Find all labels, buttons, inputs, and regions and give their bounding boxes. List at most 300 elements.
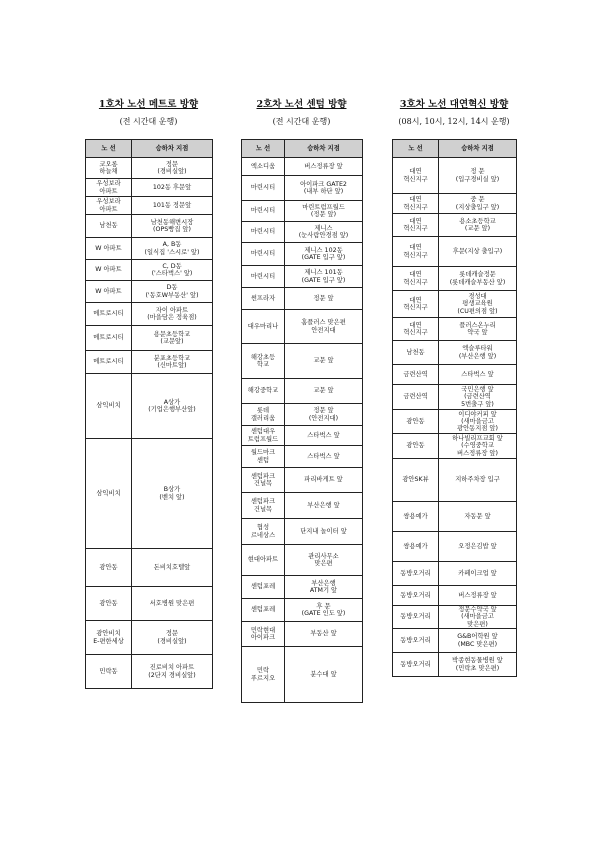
stop-cell — [439, 606, 517, 629]
route-cell-line: 우성보라 — [96, 180, 121, 188]
route-cell — [86, 374, 132, 439]
stop-cell — [439, 318, 517, 341]
route-cell-line: 센텀대우 — [250, 428, 276, 436]
stop-cell — [132, 374, 213, 439]
stop-cell-line: 아이파크 GATE2 — [300, 180, 347, 188]
table-row — [242, 576, 363, 599]
stop-cell-line: 제니스 102동 — [304, 246, 343, 254]
route-cell — [393, 237, 439, 267]
route-cell-line: 광안동 — [406, 417, 425, 425]
stop-cell — [132, 215, 213, 238]
stop-cell — [285, 647, 363, 703]
stop-cell — [285, 446, 363, 468]
route-cell — [86, 238, 132, 260]
table-row — [393, 629, 517, 653]
stop-cell-line: 스타벅스 앞 — [307, 452, 340, 460]
stop-cell — [439, 586, 517, 606]
stop-cell-line: 부동산 앞 — [310, 630, 337, 638]
route-cell-line: W 아파트 — [95, 244, 122, 252]
stop-cell-line: (GATE 인도 앞) — [301, 610, 346, 617]
route-cell — [242, 379, 285, 404]
table-row — [86, 351, 213, 374]
stop-cell-line: 약국 앞 — [467, 329, 488, 336]
route-cell — [86, 655, 132, 689]
table-row — [86, 158, 213, 179]
stop-cell-line: (내부 하단 앞) — [303, 188, 344, 195]
route-cell — [393, 410, 439, 434]
stop-cell-line: 남천동해변시장 — [150, 218, 194, 226]
stop-cell-line: 중 문 — [470, 196, 485, 204]
route-cell-line: 썬프라자 — [250, 294, 276, 302]
table-row — [242, 404, 363, 426]
stop-cell-line: 정 문 — [470, 168, 485, 176]
route-cell — [86, 351, 132, 374]
stop-cell-line: 교문 앞 — [313, 357, 334, 365]
stop-cell — [285, 493, 363, 519]
stop-cell-line: D동 — [166, 284, 178, 292]
stop-cell-line: 맞은편 — [314, 560, 333, 567]
column-title: 3호차 노선 대연혁신 방향 — [399, 99, 509, 110]
route-cell-line: 마린시티 — [250, 250, 276, 258]
stop-cell-line: 정문 앞 — [313, 407, 334, 415]
route-cell — [86, 281, 132, 303]
stop-cell-line: G&B어학원 앞 — [457, 633, 498, 641]
header-stop: 승하차 지점 — [285, 140, 363, 158]
table-row — [242, 243, 363, 266]
column-title: 2호차 노선 센텀 방향 — [256, 99, 347, 110]
route-cell — [393, 502, 439, 532]
route-cell — [86, 549, 132, 587]
table-row — [242, 622, 363, 647]
route-cell — [86, 326, 132, 351]
stop-cell — [132, 179, 213, 197]
route-cell — [242, 222, 285, 243]
route-cell-line: 센텀 — [256, 456, 270, 464]
stop-cell-line: (2단지 경비실앞) — [148, 671, 196, 679]
route-cell — [242, 576, 285, 599]
stop-cell-line: 제니스 101동 — [304, 269, 343, 277]
stop-cell — [285, 379, 363, 404]
header-stop: 승하차 지점 — [439, 140, 517, 158]
stop-cell — [285, 545, 363, 576]
column-bus-1 — [85, 96, 212, 689]
route-cell-line: 해강중학교 — [247, 387, 279, 395]
route-cell-line: W 아파트 — [95, 287, 122, 295]
stop-cell-line: (경비실앞) — [157, 168, 187, 175]
route-cell-line: 센텀포레 — [250, 606, 276, 614]
table-row — [86, 374, 213, 439]
table-row — [393, 410, 517, 434]
stop-cell-line: 카페이크업 앞 — [458, 569, 497, 577]
stop-cell — [285, 288, 363, 310]
route-cell — [393, 267, 439, 291]
stop-cell-line: 진로비치 아파트 — [149, 664, 195, 672]
route-cell-line: 메트로시티 — [93, 310, 124, 318]
route-cell-line: 엑소디움 — [250, 162, 276, 170]
stop-cell-line: 정문 — [165, 630, 179, 638]
column-subtitle: (전 시간대 운행) — [119, 117, 178, 126]
stop-cell-line: ('스타벅스' 앞) — [151, 270, 193, 277]
stop-cell-line: 하나빌리프교회 앞 — [452, 435, 503, 443]
stop-cell-line: (GATE 입구 앞) — [301, 276, 346, 284]
table-row — [86, 549, 213, 587]
route-cell-line: 마린시티 — [250, 184, 276, 192]
route-cell — [393, 459, 439, 502]
table-row — [393, 365, 517, 385]
stop-cell-line: (MBC 맞은편) — [457, 640, 498, 648]
table-row — [242, 266, 363, 288]
route-cell-line: 대연 — [409, 217, 422, 225]
route-cell-line: 민락현대 — [250, 626, 276, 634]
stop-cell-line: (CU편의점 앞) — [457, 307, 498, 315]
route-cell-line: 혁신지구 — [403, 203, 428, 211]
stop-cell-line: 박종현동물병원 앞 — [452, 657, 503, 665]
stop-cell-line: (지상출입구 앞) — [455, 203, 500, 211]
stop-cell — [285, 426, 363, 446]
stop-cell-line: 이디야커피 앞 — [458, 410, 497, 418]
stop-cell-line: 5번출구 앞) — [461, 400, 494, 408]
route-cell — [242, 599, 285, 622]
table-row — [393, 459, 517, 502]
stop-cell — [285, 599, 363, 622]
column-title: 1호차 노선 메트로 방향 — [98, 99, 199, 110]
table-row — [86, 621, 213, 655]
stop-cell-line: B상가 — [163, 486, 181, 494]
route-cell — [242, 468, 285, 493]
route-cell — [86, 158, 132, 179]
stop-cell-line: 분수대 앞 — [310, 670, 337, 678]
route-cell-line: 아파트 — [99, 205, 118, 213]
table-row — [242, 288, 363, 310]
stop-cell-line: (부산은행 앞) — [458, 352, 497, 360]
route-cell — [242, 647, 285, 703]
stop-cell-line: ATM기 앞 — [309, 587, 338, 594]
table-row — [242, 379, 363, 404]
route-cell-line: 학교 — [256, 361, 270, 368]
route-cell-line: 메트로시티 — [93, 334, 124, 342]
table-row — [242, 310, 363, 344]
stop-cell — [132, 260, 213, 281]
route-cell-line: 월드마크 — [250, 449, 276, 457]
table-row — [393, 267, 517, 291]
stop-cell-line: 제니스 — [314, 224, 333, 232]
stop-cell-line: 정문 — [165, 160, 179, 168]
table-row — [242, 468, 363, 493]
stop-cell — [439, 158, 517, 194]
stop-cell-line: (OPS빵집 앞) — [153, 226, 191, 233]
table-row — [86, 215, 213, 238]
route-cell-line: 메트로시티 — [93, 358, 124, 366]
table-row — [242, 519, 363, 545]
stop-cell-line: 평생교육원 — [462, 300, 493, 308]
route-cell — [242, 545, 285, 576]
stop-cell-line: 관리사무소 — [308, 552, 339, 560]
route-cell-line: 센텀파크 — [250, 498, 276, 506]
route-cell-line: 광안동 — [99, 563, 118, 571]
stop-cell-line: 정문 앞 — [313, 294, 334, 302]
stop-cell-line: 엑슬루타워 — [462, 345, 493, 353]
route-cell-line: 민락동 — [99, 667, 118, 675]
route-cell — [393, 385, 439, 410]
table-row — [242, 493, 363, 519]
stop-cell-line: (수영중학교 — [461, 442, 494, 450]
route-cell-line: 갤러리움 — [250, 414, 276, 422]
stop-cell — [439, 459, 517, 502]
stop-cell — [285, 222, 363, 243]
route-cell-line: 민락 — [256, 667, 270, 675]
route-cell — [393, 194, 439, 214]
route-cell-line: 남천동 — [99, 222, 118, 230]
table-row — [393, 562, 517, 586]
stop-cell — [439, 410, 517, 434]
route-cell-line: 광안SK뷰 — [402, 476, 429, 484]
stop-cell-line: 102동 후문앞 — [152, 183, 192, 191]
route-cell-line: 쌍용예가 — [403, 512, 428, 520]
stop-cell — [132, 238, 213, 260]
stop-cell — [439, 434, 517, 459]
stop-cell — [132, 439, 213, 549]
route-cell — [393, 291, 439, 318]
stop-cell-line: 후 문 — [316, 602, 331, 610]
route-cell-line: 대연 — [409, 271, 422, 279]
route-cell-line: 동방오거리 — [400, 660, 431, 668]
stop-cell — [285, 266, 363, 288]
stop-cell — [439, 365, 517, 385]
table-row — [242, 647, 363, 703]
stop-cell-line: (새마을금고 — [461, 417, 494, 425]
route-cell — [242, 201, 285, 222]
route-cell — [393, 653, 439, 677]
stop-cell-line: (벤치 앞) — [159, 493, 185, 501]
route-cell — [242, 266, 285, 288]
stop-cell — [132, 158, 213, 179]
table-row — [242, 344, 363, 379]
route-cell-line: 남천동 — [406, 348, 425, 356]
route-cell — [86, 215, 132, 238]
table-row — [242, 176, 363, 201]
route-cell — [242, 404, 285, 426]
stop-cell-line: (정문 앞) — [310, 211, 337, 218]
route-cell-line: 대연 — [409, 196, 422, 204]
stop-cell-line: (입구경비실 앞) — [455, 175, 500, 183]
route-cell-line: 마린시티 — [250, 207, 276, 215]
table-row — [393, 434, 517, 459]
route-cell — [242, 310, 285, 344]
stop-cell-line: 마린트럼프월드 — [302, 203, 345, 211]
table-row — [393, 194, 517, 214]
stop-cell-line: 플러스온누리 — [459, 321, 496, 329]
stop-cell — [285, 519, 363, 545]
stop-cell-line: 안전지대 — [311, 326, 336, 334]
route-cell — [86, 179, 132, 197]
header-route: 노 선 — [86, 140, 132, 158]
table-row — [86, 179, 213, 197]
stop-cell — [285, 243, 363, 266]
table-row — [393, 341, 517, 365]
stop-cell-line: 후문(지상 출입구) — [452, 247, 503, 255]
stop-cell-line: 지하주차장 입구 — [455, 476, 500, 484]
route-cell — [393, 214, 439, 237]
table-row — [393, 158, 517, 194]
stop-cell-line: 자이 아파트 — [155, 306, 189, 314]
table-row — [242, 222, 363, 243]
stop-cell-line: (경비실앞) — [157, 637, 187, 645]
stop-cell-line: 부산은행 앞 — [307, 501, 340, 509]
route-cell — [242, 344, 285, 379]
stop-cell-line: (안전지대) — [308, 414, 339, 422]
route-cell-line: 금련산역 — [403, 370, 428, 378]
stop-cell — [439, 653, 517, 677]
route-cell — [393, 158, 439, 194]
route-cell — [242, 622, 285, 647]
route-cell-line: 동방오거리 — [400, 591, 431, 599]
table-row — [86, 655, 213, 689]
stop-cell-line: (새마을금고 — [461, 613, 494, 621]
stop-cell — [132, 655, 213, 689]
stop-cell-line: 광안동지점 앞) — [457, 425, 498, 433]
header-route: 노 선 — [242, 140, 285, 158]
stop-cell — [285, 468, 363, 493]
route-cell — [242, 446, 285, 468]
route-cell-line: E-편한세상 — [93, 637, 124, 645]
stop-cell-line: 버스정류장 앞) — [457, 449, 498, 457]
table-row — [86, 260, 213, 281]
stop-cell — [285, 404, 363, 426]
table-row — [86, 326, 213, 351]
table-row — [242, 599, 363, 622]
route-cell — [242, 426, 285, 446]
stop-cell-line: (눈사람안경점 앞) — [298, 232, 349, 239]
route-table — [392, 139, 517, 677]
stop-cell-line: (신마트앞) — [157, 362, 187, 369]
stop-cell — [132, 281, 213, 303]
route-cell-line: 르네상스 — [250, 531, 276, 539]
table-row — [393, 237, 517, 267]
route-cell — [86, 303, 132, 326]
route-cell-line: 혁신지구 — [403, 225, 428, 232]
route-cell — [242, 519, 285, 545]
stop-cell-line: 자동문 앞 — [464, 512, 491, 520]
route-cell-line: 센텀파크 — [250, 472, 276, 480]
route-cell-line: 푸르지오 — [250, 674, 276, 682]
route-cell — [393, 341, 439, 365]
route-cell — [393, 586, 439, 606]
route-cell-line: 우성보라 — [96, 198, 121, 206]
route-cell-line: 해강초등 — [250, 353, 276, 361]
stop-cell — [285, 158, 363, 176]
table-row — [393, 653, 517, 677]
route-cell-line: 트럼프월드 — [247, 435, 279, 443]
table-row — [393, 502, 517, 532]
stop-cell — [439, 385, 517, 410]
stop-cell — [132, 303, 213, 326]
route-cell-line: 건널목 — [253, 480, 273, 487]
route-cell — [393, 365, 439, 385]
route-cell — [242, 176, 285, 201]
column-subtitle: (08시, 10시, 12시, 14시 운행) — [398, 117, 510, 126]
stop-cell — [285, 176, 363, 201]
stop-cell — [285, 201, 363, 222]
route-cell — [393, 532, 439, 562]
column-bus-2 — [241, 96, 362, 703]
stop-cell — [439, 291, 517, 318]
stop-cell-line: (교문 앞) — [464, 225, 491, 232]
route-cell-line: 삼익비치 — [96, 402, 121, 410]
route-cell-line: 혁신지구 — [403, 175, 428, 183]
stop-cell-line: (민락초 맞은편) — [455, 664, 500, 672]
route-cell-line: 건널목 — [253, 505, 273, 513]
stop-cell-line: 스타벅스 앞 — [307, 431, 340, 439]
route-cell-line: 대우마리나 — [247, 322, 279, 330]
route-cell-line: 혁신지구 — [403, 251, 428, 259]
stop-cell — [285, 622, 363, 647]
table-row — [86, 439, 213, 549]
stop-cell-line: 교문 앞 — [313, 387, 334, 395]
route-cell — [86, 621, 132, 655]
stop-cell-line: (GATE 입구 앞) — [301, 254, 346, 261]
stop-cell — [132, 587, 213, 621]
header-stop: 승하차 지점 — [132, 140, 213, 158]
stop-cell-line: ('동호W부동산' 앞) — [145, 291, 199, 299]
stop-cell-line: A상가 — [163, 398, 181, 406]
stop-cell-line: 버스정류장 앞 — [458, 591, 497, 599]
route-cell-line: 대연 — [409, 321, 422, 329]
route-cell-line: 하늘채 — [99, 168, 118, 175]
stop-cell — [439, 267, 517, 291]
stop-cell — [285, 576, 363, 599]
stop-cell — [439, 629, 517, 653]
route-cell-line: 금련산역 — [403, 393, 428, 401]
stop-cell-line: (롯데캐슬부동산 앞) — [449, 278, 506, 286]
stop-cell-line: 용소초등학교 — [459, 217, 496, 225]
stop-cell — [132, 621, 213, 655]
route-cell — [242, 158, 285, 176]
table-row — [242, 545, 363, 576]
stop-cell-line: 버스정류장 앞 — [304, 162, 343, 170]
stop-cell-line: 용문초등학교 — [153, 330, 191, 338]
stop-cell — [439, 562, 517, 586]
stop-cell — [439, 194, 517, 214]
stop-cell-line: 분포초등학교 — [153, 354, 191, 362]
stop-cell — [132, 351, 213, 374]
stop-cell-line: 정문수약국 앞 — [458, 606, 497, 614]
stop-cell-line: (금련산역 — [464, 393, 491, 401]
stop-cell-line: C, D동 — [162, 262, 182, 270]
stop-cell-line: (기업은행부산앞) — [148, 406, 196, 413]
route-cell-line: 동방오거리 — [400, 636, 431, 644]
table-row — [242, 158, 363, 176]
route-table — [85, 139, 213, 689]
stop-cell-line: (일식집 '스시로' 앞) — [144, 248, 200, 256]
table-row — [86, 238, 213, 260]
route-cell — [393, 318, 439, 341]
column-subtitle: (전 시간대 운행) — [272, 117, 331, 126]
table-row — [393, 606, 517, 629]
stop-cell — [439, 214, 517, 237]
route-cell-line: 광안동 — [406, 442, 425, 450]
route-cell — [393, 434, 439, 459]
header-route: 노 선 — [393, 140, 439, 158]
route-cell — [393, 562, 439, 586]
route-cell-line: W 아파트 — [95, 266, 122, 274]
route-cell — [242, 243, 285, 266]
table-row — [393, 291, 517, 318]
stop-cell — [285, 344, 363, 379]
stop-cell-line: 101동 정문앞 — [152, 201, 192, 209]
route-cell-line: 마린시티 — [250, 272, 276, 280]
route-cell-line: 롯데 — [256, 407, 270, 415]
route-cell-line: 코오롱 — [99, 160, 118, 168]
